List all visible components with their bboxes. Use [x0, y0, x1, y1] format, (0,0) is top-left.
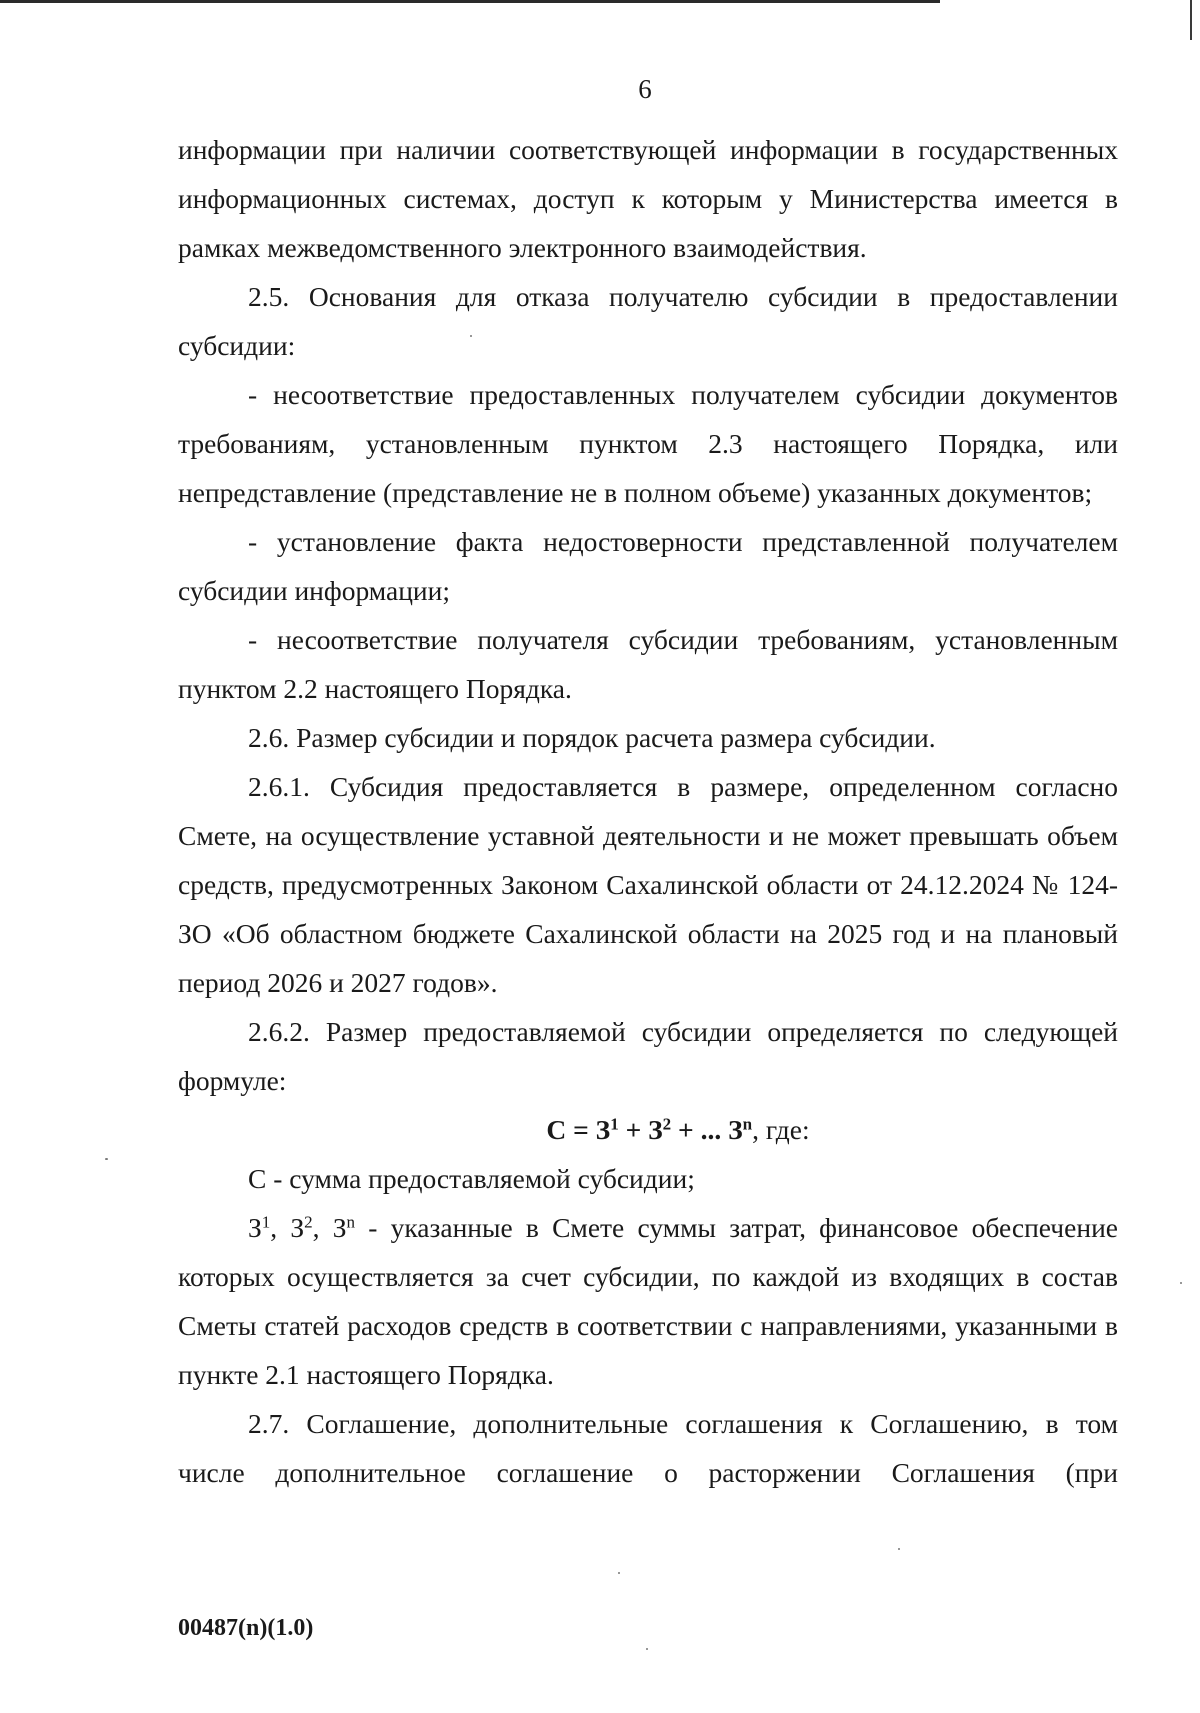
definition-c: С - сумма предоставляемой субсидии;	[248, 1163, 695, 1194]
document-body	[178, 125, 1118, 1497]
paragraph-2-7: 2.7. Соглашение, дополнительные соглашения к Соглашению, в том числе дополнительное соглашение о расторжении Соглашения (при	[178, 1408, 1118, 1488]
scan-edge-top	[0, 0, 940, 3]
scan-speck	[1180, 1282, 1182, 1284]
page-number: 6	[638, 74, 652, 104]
definition-z: $З^1$, $З^2$, $З^n$ - указанные в Смете суммы затрат, финансовое обеспечение которых осуществляется за счет субсидии, по каждой из входящих в состав Сметы статей расходов средств в соответствии с направлениями, указанными в пункте 2.1 настоящего Порядка.	[178, 1212, 1118, 1390]
paragraph-2-6: 2.6. Размер субсидии и порядок расчета размера субсидии.	[248, 722, 936, 753]
scan-speck	[105, 1158, 108, 1160]
paragraph-refusal-3: - несоответствие получателя субсидии требованиям, установленным пунктом 2.2 настоящего Порядка.	[178, 624, 1118, 704]
scan-speck	[646, 1648, 648, 1650]
document-code: 00487(n)(1.0)	[178, 1615, 314, 1641]
scan-speck	[618, 1572, 620, 1574]
paragraph-refusal-2: - установление факта недостоверности представленной получателем субсидии информации;	[178, 526, 1118, 606]
paragraph-2-6-1: 2.6.1. Субсидия предоставляется в размере, определенном согласно Смете, на осуществление уставной деятельности и не может превышать объем средств, предусмотренных Законом Сахалинской области от 24.12.2024 № 124-ЗО «Об областном бюджете Сахалинской области на 2025 год и на плановый период 2026 и 2027 годов».	[178, 771, 1118, 998]
scan-edge-right	[1190, 0, 1192, 40]
paragraph-2-6-2: 2.6.2. Размер предоставляемой субсидии определяется по следующей формуле:	[178, 1016, 1118, 1096]
paragraph-2-5: 2.5. Основания для отказа получателю субсидии в предоставлении субсидии:	[178, 281, 1118, 361]
scan-speck	[470, 335, 472, 337]
subsidy-formula: $С = З^1 + З^2$ + ... $З^n$, где:	[546, 1114, 810, 1145]
paragraph-intro: информации при наличии соответствующей информации в государственных информационных системах, доступ к которым у Министерства имеется в рамках межведомственного электронного взаимодействия.	[178, 134, 1118, 263]
scan-speck	[898, 1548, 900, 1550]
paragraph-refusal-1: - несоответствие предоставленных получателем субсидии документов требованиям, установленным пунктом 2.3 настоящего Порядка, или непредставление (представление не в полном объеме) указанных документов;	[178, 379, 1118, 508]
